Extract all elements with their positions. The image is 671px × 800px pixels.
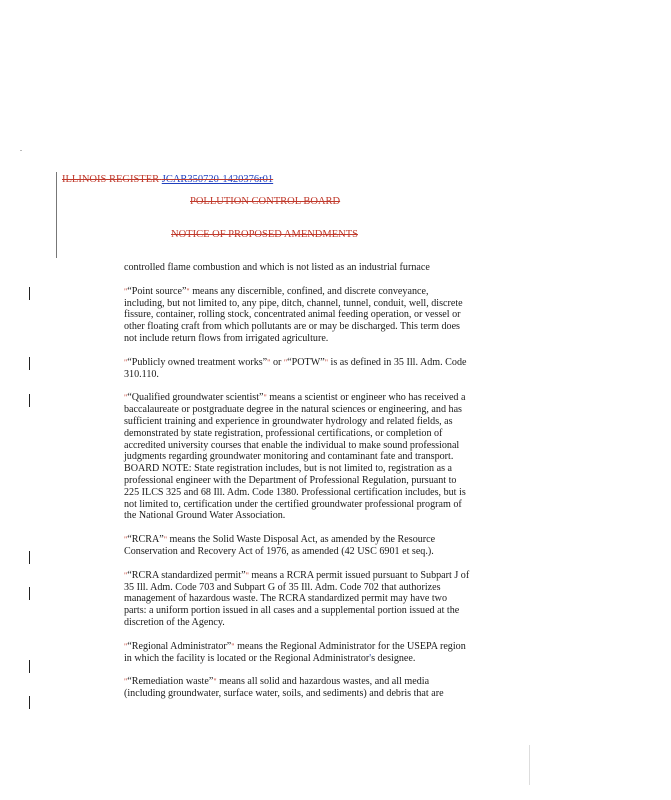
change-bar-regional-admin <box>29 660 30 673</box>
notice-title: NOTICE OF PROPOSED AMENDMENTS <box>171 229 358 240</box>
paragraph-potw: "“Publicly owned treatment works”" or "“POTW”" is as defined in 35 Ill. Adm. Code 310.110. <box>124 356 467 380</box>
register-name: ILLINOIS REGISTER <box>62 174 160 185</box>
register-header <box>62 174 273 185</box>
term-potw-full: Publicly owned treatment works <box>131 356 263 368</box>
board-note: BOARD NOTE: State registration includes, but is not limited to, registration as a professional engineer with the Department of Professional Regulation, pursuant to 225 ILCS 325 and 68 Ill. Adm. Code 1380. Professional certification includes, but is not limited to, certification under the certified groundwater professional program of the National Ground Water Association. <box>124 463 466 522</box>
paragraph-groundwater-scientist: "“Qualified groundwater scientist”" means a scientist or engineer who has received a baccalaureate or postgraduate degree in the natural sciences or engineering, and has sufficient training and experience in groundwater hydrology and related fields, as demonstrated by state registration, professional certifications, or completion of accredited university courses that enable the individual to make sound professional judgments regarding groundwater monitoring and contaminant fate and transport. <box>124 392 466 463</box>
term-groundwater-scientist: Qualified groundwater scientist <box>131 392 260 404</box>
term-remediation-waste: Remediation waste <box>131 676 209 688</box>
paragraph-incinerator-tail: controlled flame combustion and which is not listed as an industrial furnace <box>124 262 430 273</box>
paragraph-point-source: "“Point source”" means any discernible, confined, and discrete conveyance, including, but not limited to, any pipe, ditch, channel, tunnel, conduit, well, discrete fissure, container, rolling stock, concentrated animal feeding operation, or vessel or other floating craft from which pollutants are or may be discharged. This term does not include return flows from irrigated agriculture. <box>124 285 463 344</box>
change-bar-rcra-permit <box>29 587 30 600</box>
term-regional-administrator: Regional Administrator <box>131 640 227 652</box>
change-bar-header <box>56 172 57 258</box>
change-bar-rcra <box>29 551 30 564</box>
document-body <box>124 262 470 712</box>
jcar-code: JCAR350720-1420376r01 <box>161 174 274 185</box>
scan-speck <box>20 150 22 151</box>
paragraph-regional-administrator: "“Regional Administrator”" means the Regional Administrator for the USEPA region in which the facility is located or the Regional Administrator's designee. <box>124 640 466 664</box>
term-rcra: RCRA <box>131 534 160 546</box>
term-potw: POTW <box>291 356 321 368</box>
scan-line <box>529 745 530 785</box>
term-point-source: Point source <box>131 285 182 297</box>
term-rcra-standardized-permit: RCRA standardized permit <box>131 569 242 581</box>
board-name: POLLUTION CONTROL BOARD <box>190 196 341 207</box>
change-bar-groundwater-scientist <box>29 394 30 407</box>
paragraph-rcra: "“RCRA”" means the Solid Waste Disposal Act, as amended by the Resource Conservation and Recovery Act of 1976, as amended (42 USC 6901 et seq.). <box>124 534 436 557</box>
paragraph-remediation-waste: "“Remediation waste”" means all solid and hazardous wastes, and all media (including groundwater, surface water, soils, and sediments) and debris that are <box>124 676 444 700</box>
change-bar-remediation <box>29 696 30 709</box>
paragraph-rcra-standardized-permit: "“RCRA standardized permit”" means a RCRA permit issued pursuant to Subpart J of 35 Ill. Adm. Code 703 and Subpart G of 35 Ill. Adm. Code 702 that authorizes management of hazardous waste. The RCRA standardized permit may have two parts: a uniform portion issued in all cases and a supplemental portion issued at the discretion of the Agency. <box>124 569 470 628</box>
change-bar-point-source <box>29 287 30 300</box>
change-bar-potw <box>29 357 30 370</box>
